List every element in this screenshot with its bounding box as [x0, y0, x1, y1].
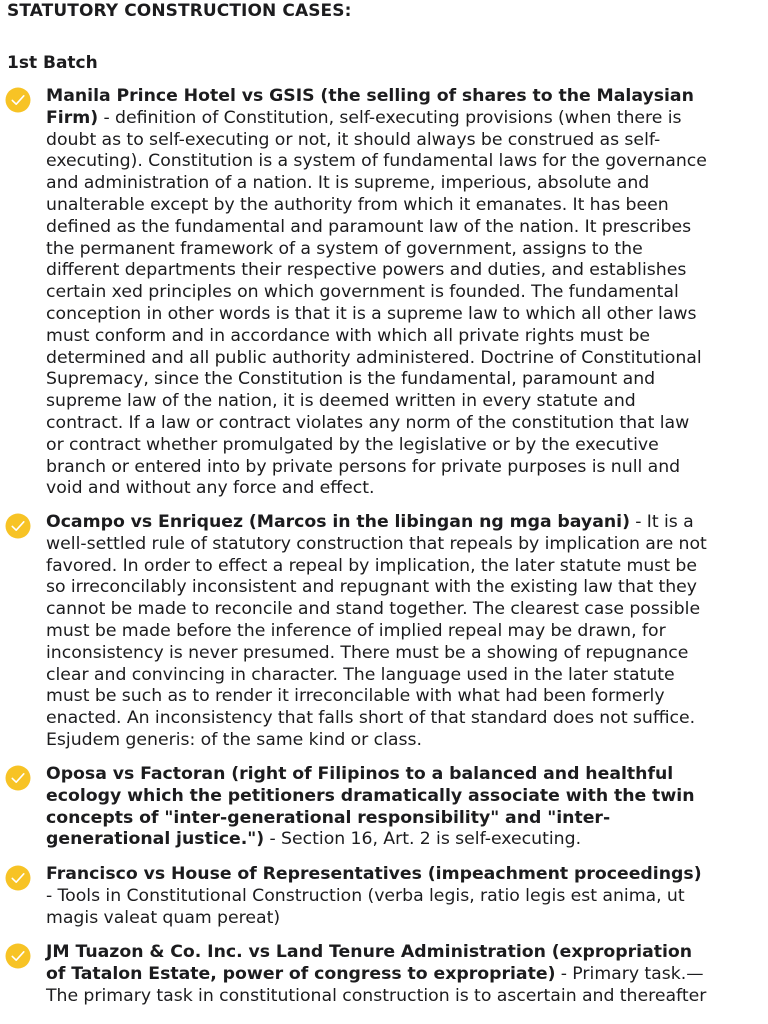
case-line	[46, 282, 762, 304]
case-body-text: inconsistency is never presumed. There must be a showing of repugnance	[46, 642, 689, 663]
case-body-text: defined as the fundamental and paramount law of the nation. It prescribes	[46, 216, 692, 237]
case-body-text: certain xed principles on which government is founded. The fundamental	[46, 282, 679, 303]
case-title-text: Firm)	[46, 107, 99, 128]
case-line	[46, 130, 762, 152]
case-line	[46, 86, 762, 108]
case-line	[46, 829, 762, 851]
case-line	[46, 556, 762, 578]
case-text	[46, 764, 762, 851]
case-body-text: must conform and in accordance with which all private rights must be	[46, 325, 651, 346]
checkmark-circle-icon	[4, 864, 32, 892]
case-body-text: contract. If a law or contract violates any norm of the constitution that law	[46, 412, 690, 433]
case-line	[46, 786, 762, 808]
case-line	[46, 908, 762, 930]
case-body-text: magis valeat quam pereat)	[46, 907, 281, 928]
case-text	[46, 86, 762, 500]
case-line	[46, 195, 762, 217]
case-body-text: well-settled rule of statutory construction that repeals by implication are not	[46, 533, 707, 554]
case-title-text: of Tatalon Estate, power of congress to expropriate)	[46, 963, 556, 984]
case-line	[46, 764, 762, 786]
case-line	[46, 708, 762, 730]
case-title-text: generational justice.")	[46, 829, 265, 850]
batch-label: 1st Batch	[7, 53, 98, 73]
case-body-text: executing). Constitution is a system of fundamental laws for the governance	[46, 151, 707, 172]
checkmark-circle-icon	[4, 942, 32, 970]
case-body-text: the permanent framework of a system of government, assigns to the	[46, 238, 643, 259]
case-text	[46, 864, 762, 929]
case-line	[46, 864, 762, 886]
case-line	[46, 686, 762, 708]
case-body-text: doubt as to self-executing or not, it should always be construed as self-	[46, 129, 661, 150]
case-line	[46, 886, 762, 908]
case-line	[46, 326, 762, 348]
case-body-text: or contract whether promulgated by the legislative or by the executive	[46, 434, 659, 455]
case-line	[46, 457, 762, 479]
case-line	[46, 108, 762, 130]
case-line	[46, 304, 762, 326]
case-line	[46, 808, 762, 830]
case-line	[46, 348, 762, 370]
case-body-text: favored. In order to effect a repeal by implication, the later statute must be	[46, 555, 697, 576]
case-body-text: branch or entered into by private persons for private purposes is null and	[46, 456, 681, 477]
case-line	[46, 599, 762, 621]
case-line	[46, 478, 762, 500]
case-body-text: - Section 16, Art. 2 is self-executing.	[264, 829, 582, 850]
case-body-text: enacted. An inconsistency that falls short of that standard does not suffice.	[46, 708, 696, 729]
case-line	[46, 260, 762, 282]
case-body-text: - It is a	[629, 512, 694, 532]
document-heading: STATUTORY CONSTRUCTION CASES:	[7, 1, 352, 21]
case-body-text: The primary task in constitutional construction is to ascertain and thereafter	[46, 985, 707, 1006]
case-text	[46, 512, 762, 752]
case-line	[46, 621, 762, 643]
case-line	[46, 942, 762, 964]
case-body-text: cannot be made to reconcile and stand together. The clearest case possible	[46, 599, 701, 620]
case-line	[46, 239, 762, 261]
case-line	[46, 173, 762, 195]
case-body-text: supreme law of the nation, it is deemed written in every statute and	[46, 391, 636, 412]
checkmark-circle-icon	[4, 512, 32, 540]
case-body-text: clear and convincing in character. The language used in the later statute	[46, 664, 675, 685]
case-body-text: so irreconcilably inconsistent and repugnant with the existing law that they	[46, 577, 698, 598]
case-body-text: determined and all public authority administered. Doctrine of Constitutional	[46, 347, 702, 368]
case-line	[46, 534, 762, 556]
checkmark-circle-icon	[4, 764, 32, 792]
case-title-text: Manila Prince Hotel vs GSIS (the selling of shares to the Malaysian	[46, 86, 694, 106]
case-line	[46, 577, 762, 599]
case-title-text: Francisco vs House of Representatives (impeachment proceedings)	[46, 864, 702, 884]
case-body-text: and administration of a nation. It is supreme, imperious, absolute and	[46, 173, 650, 194]
case-line	[46, 217, 762, 239]
case-body-text: - Tools in Constitutional Construction (verba legis, ratio legis est anima, ut	[46, 885, 685, 906]
case-body-text: Supremacy, since the Constitution is the fundamental, paramount and	[46, 369, 656, 390]
case-body-text: - definition of Constitution, self-executing provisions (when there is	[98, 107, 682, 128]
case-title-text: concepts of "inter-generational responsibility" and "inter-	[46, 807, 611, 828]
case-line	[46, 512, 762, 534]
case-line	[46, 643, 762, 665]
case-title-text: Ocampo vs Enriquez (Marcos in the libingan ng mga bayani)	[46, 512, 630, 532]
case-title-text: ecology which the petitioners dramatically associate with the twin	[46, 785, 695, 806]
case-body-text: Esjudem generis: of the same kind or class.	[46, 729, 422, 750]
case-body-text: different departments their respective powers and duties, and establishes	[46, 260, 687, 281]
case-body-text: void and without any force and effect.	[46, 478, 375, 499]
case-body-text: unalterable except by the authority from which it emanates. It has been	[46, 194, 669, 215]
case-line	[46, 369, 762, 391]
case-title-text: Oposa vs Factoran (right of Filipinos to a balanced and healthful	[46, 764, 674, 784]
case-line	[46, 151, 762, 173]
case-body-text: - Primary task.—	[555, 963, 704, 984]
checkmark-circle-icon	[4, 86, 32, 114]
case-line	[46, 730, 762, 752]
case-line	[46, 665, 762, 687]
case-body-text: must be such as to render it irreconcilable with what had been formerly	[46, 686, 665, 707]
case-title-text: JM Tuazon & Co. Inc. vs Land Tenure Administration (expropriation	[46, 942, 693, 962]
case-body-text: must be made before the inference of implied repeal may be drawn, for	[46, 620, 666, 641]
case-text	[46, 942, 762, 1007]
case-line	[46, 413, 762, 435]
case-body-text: conception in other words is that it is a supreme law to which all other laws	[46, 303, 697, 324]
case-line	[46, 986, 762, 1008]
case-line	[46, 964, 762, 986]
case-line	[46, 435, 762, 457]
case-line	[46, 391, 762, 413]
